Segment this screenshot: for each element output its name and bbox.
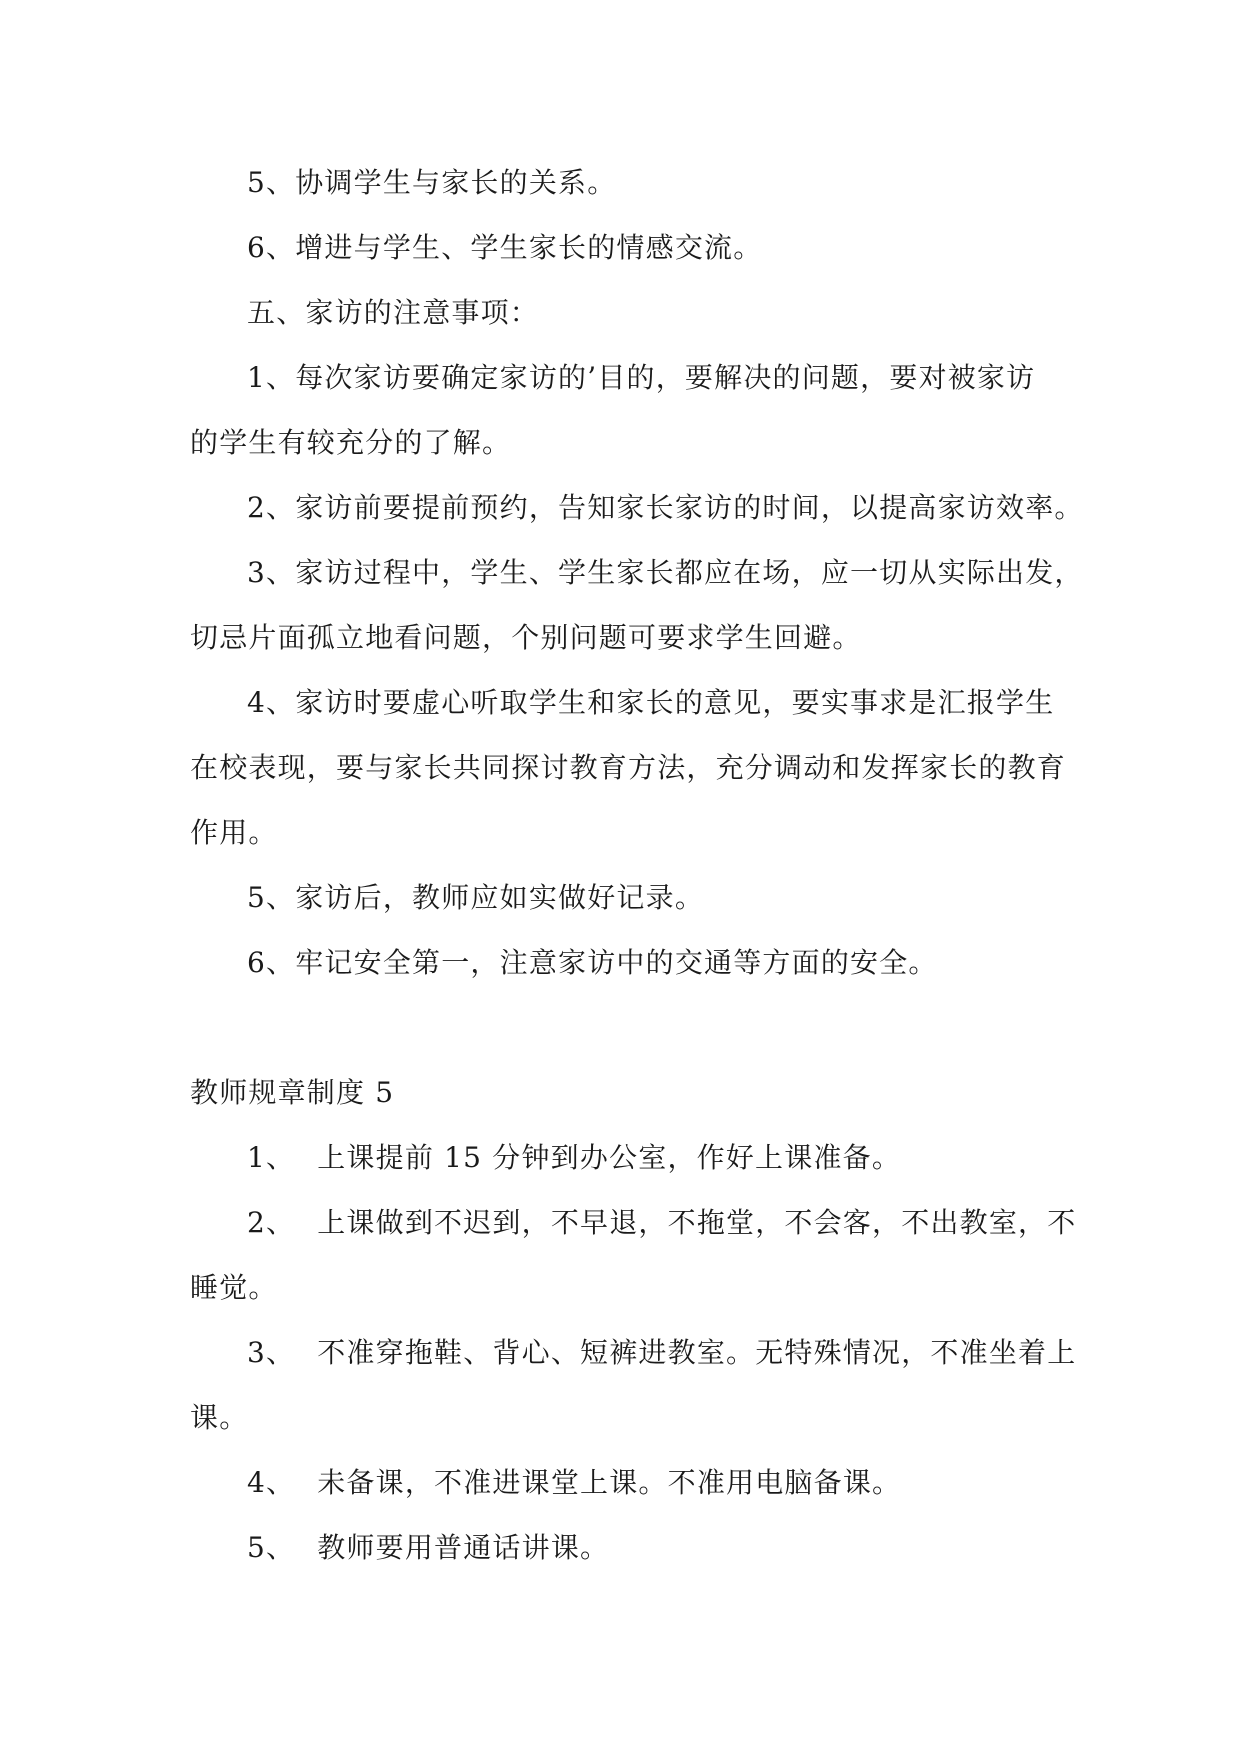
- rule-4: [247, 1463, 901, 1503]
- rule-1-number: 1、: [247, 1141, 296, 1174]
- rule-5: [247, 1528, 609, 1568]
- rule-4-number: 4、: [247, 1466, 296, 1499]
- paragraph-item-5: 5、协调学生与家长的关系。: [247, 166, 617, 199]
- section-title-teacher-rules: 教师规章制度 5: [190, 1076, 395, 1109]
- notes-item-5-line-1: 5、家访后，教师应如实做好记录。: [247, 881, 705, 914]
- notes-item-3-line-2: 切忌片面孤立地看问题，个别问题可要求学生回避。: [190, 621, 862, 654]
- rule-3-number: 3、: [247, 1336, 296, 1369]
- section-heading-visit-notes: 五、家访的注意事项：: [247, 296, 540, 329]
- notes-item-1-line-2: 的学生有较充分的了解。: [190, 426, 512, 459]
- rule-2: [247, 1203, 1076, 1243]
- rule-1: [247, 1138, 901, 1178]
- rule-1-text: 上课提前 15 分钟到办公室，作好上课准备。: [317, 1141, 902, 1174]
- rule-5-number: 5、: [247, 1531, 296, 1564]
- notes-item-4-line-1: 4、家访时要虚心听取学生和家长的意见，要实事求是汇报学生: [247, 686, 1055, 719]
- rule-2-number: 2、: [247, 1206, 296, 1239]
- notes-item-3-line-1: 3、家访过程中，学生、学生家长都应在场，应一切从实际出发，: [247, 556, 1084, 589]
- rule-3-continuation: 课。: [190, 1401, 249, 1434]
- rule-4-text: 未备课，不准进课堂上课。不准用电脑备课。: [317, 1466, 902, 1499]
- rule-3: [247, 1333, 1076, 1373]
- rule-2-continuation: 睡觉。: [190, 1271, 278, 1304]
- notes-item-1-line-1: 1、每次家访要确定家访的’目的，要解决的问题，要对被家访: [247, 361, 1036, 394]
- notes-item-4-line-2: 在校表现，要与家长共同探讨教育方法，充分调动和发挥家长的教育: [190, 751, 1067, 784]
- notes-item-4-line-3: 作用。: [190, 816, 278, 849]
- rule-5-text: 教师要用普通话讲课。: [317, 1531, 610, 1564]
- rule-3-text: 不准穿拖鞋、背心、短裤进教室。无特殊情况，不准坐着上: [317, 1336, 1077, 1369]
- notes-item-6-line-1: 6、牢记安全第一，注意家访中的交通等方面的安全。: [247, 946, 938, 979]
- rule-2-text: 上课做到不迟到，不早退，不拖堂，不会客，不出教室，不: [317, 1206, 1077, 1239]
- notes-item-2-line-1: 2、家访前要提前预约，告知家长家访的时间，以提高家访效率。: [247, 491, 1084, 524]
- paragraph-item-6: 6、增进与学生、学生家长的情感交流。: [247, 231, 763, 264]
